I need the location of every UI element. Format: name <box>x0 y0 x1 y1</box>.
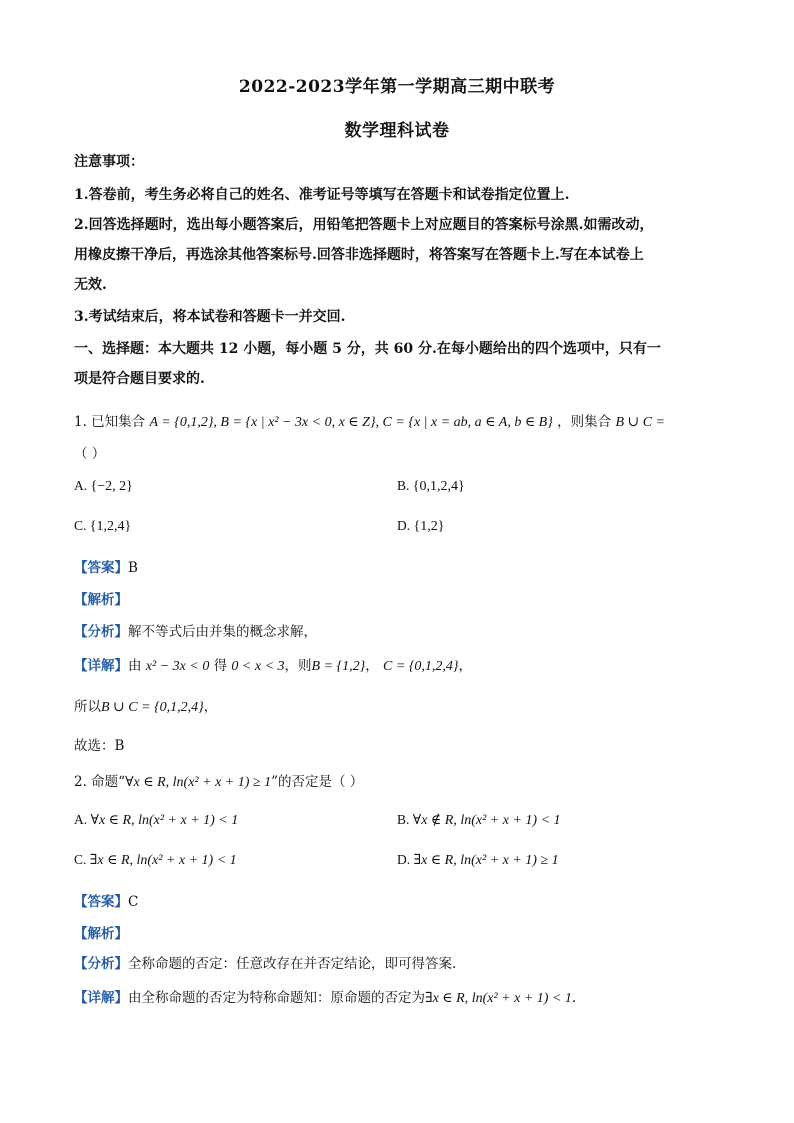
q1-detail-math-4: C = {0,1,2,4} <box>383 659 459 674</box>
q2-fenxi <box>74 952 456 972</box>
notice-item-2-line-1: 2.回答选择题时，选出每小题答案后，用铅笔把答题卡上对应题目的答案标号涂黑.如需改动， <box>74 217 654 233</box>
page-title: 2022-2023学年第一学期高三期中联考 <box>238 77 556 97</box>
q2-answer-tag: 【答案】 <box>74 894 128 910</box>
q1-fenxi-text: 解不等式后由并集的概念求解， <box>128 624 317 640</box>
q2-analysis-label: 【解析】 <box>74 926 128 942</box>
q1-so-end: ， <box>203 699 218 715</box>
q1-detail-text-5: ， <box>458 658 473 674</box>
q1-stem <box>74 410 665 431</box>
q1-so-math: B ∪ C = {0,1,2,4} <box>101 700 204 715</box>
q1-fenxi-tag: 【分析】 <box>74 624 128 640</box>
q1-option-b-label: B. <box>397 478 410 493</box>
q1-option-d-label: D. <box>397 518 411 533</box>
q1-option-a <box>74 478 133 495</box>
q2-detail-end: . <box>571 990 577 1006</box>
q1-detail-text-3: ，则 <box>284 658 312 674</box>
notice-item-2-line-2: 用橡皮擦干净后，再选涂其他答案标号.回答非选择题时，将答案写在答题卡上.写在本试卷上 <box>74 247 644 263</box>
q1-so-text: 所以 <box>74 699 101 715</box>
q1-analysis-label: 【解析】 <box>74 592 128 608</box>
q2-detail-tag: 【详解】 <box>74 990 128 1006</box>
q1-stem-prefix: 1. 已知集合 <box>74 414 146 430</box>
q2-option-a <box>74 812 238 829</box>
q1-detail-tag: 【详解】 <box>74 658 128 674</box>
q2-option-c-label: C. <box>74 852 87 867</box>
q2-stem-math: ∀x ∈ R, ln(x² + x + 1) ≥ 1 <box>125 775 272 790</box>
q2-detail <box>74 986 576 1007</box>
q1-stem-math: A = {0,1,2}, B = {x | x² − 3x < 0, x ∈ Z}, C = {x | x = ab, a ∈ A, b ∈ B} <box>149 415 553 430</box>
notice-item-1: 1.答卷前，考生务必将自己的姓名、准考证号等填写在答题卡和试卷指定位置上. <box>74 187 570 203</box>
q1-detail-math-3: B = {1,2} <box>311 659 366 674</box>
q1-detail <box>74 654 472 675</box>
q1-detail-text-2: 得 <box>213 658 228 674</box>
q2-option-c <box>74 852 237 869</box>
q2-option-c-text: ∃x ∈ R, ln(x² + x + 1) < 1 <box>89 853 237 868</box>
q2-stem-suffix: ”的否定是（ ） <box>271 774 364 790</box>
q2-option-b-label: B. <box>397 812 410 827</box>
q1-answer-value: B <box>128 560 138 576</box>
q2-option-d <box>397 852 559 869</box>
section-heading-line-1: 一、选择题：本大题共 12 小题，每小题 5 分，共 60 分.在每小题给出的四个选项中，只有一 <box>74 341 661 357</box>
q1-stem-suffix: ，则集合 <box>557 414 612 430</box>
q2-detail-text: 由全称命题的否定为特称命题知：原命题的否定为 <box>128 990 425 1006</box>
q1-choose: 故选：B <box>74 738 125 754</box>
q1-option-b <box>397 478 465 495</box>
q2-fenxi-text: 全称命题的否定：任意改存在并否定结论，即可得答案. <box>128 956 457 972</box>
q1-option-d <box>397 518 444 535</box>
q1-paren: （ ） <box>74 446 106 462</box>
q1-answer <box>74 556 138 576</box>
q2-stem-prefix: 2. 命题“ <box>74 774 126 790</box>
q2-option-b-text: ∀x ∉ R, ln(x² + x + 1) < 1 <box>412 813 561 828</box>
q1-detail-math-1: x² − 3x < 0 <box>145 659 210 674</box>
q2-answer <box>74 890 138 910</box>
q2-analysis-tag <box>74 922 128 942</box>
notice-item-2-line-3: 无效. <box>74 277 107 293</box>
q2-option-a-text: ∀x ∈ R, ln(x² + x + 1) < 1 <box>90 813 239 828</box>
q2-option-d-label: D. <box>397 852 411 867</box>
q1-answer-tag: 【答案】 <box>74 560 128 576</box>
q1-conclusion <box>74 695 217 716</box>
q1-option-d-text: {1,2} <box>413 519 445 534</box>
q1-analysis-tag <box>74 588 128 608</box>
q1-fenxi <box>74 620 317 640</box>
q1-option-c-text: {1,2,4} <box>89 519 132 534</box>
q2-option-d-text: ∃x ∈ R, ln(x² + x + 1) ≥ 1 <box>413 853 559 868</box>
q2-option-a-label: A. <box>74 812 88 827</box>
q1-detail-text-4: ， <box>365 658 379 674</box>
q1-option-c <box>74 518 131 535</box>
q1-detail-math-2: 0 < x < 3 <box>231 659 285 674</box>
q1-option-c-label: C. <box>74 518 87 533</box>
q1-detail-text-1: 由 <box>128 658 142 674</box>
notice-heading: 注意事项： <box>74 154 144 170</box>
notice-item-3: 3.考试结束后，将本试卷和答题卡一并交回. <box>74 309 346 325</box>
q1-stem-end: B ∪ C = <box>615 415 666 430</box>
page-subtitle: 数学理科试卷 <box>344 121 450 141</box>
q1-option-b-text: {0,1,2,4} <box>412 479 465 494</box>
q1-option-a-text: {−2, 2} <box>90 479 133 494</box>
q2-fenxi-tag: 【分析】 <box>74 956 128 972</box>
section-heading-line-2: 项是符合题目要求的. <box>74 371 205 387</box>
q2-detail-math: ∃x ∈ R, ln(x² + x + 1) < 1 <box>425 991 572 1006</box>
q2-option-b <box>397 812 561 829</box>
q1-option-a-label: A. <box>74 478 88 493</box>
q2-stem <box>74 770 363 791</box>
q2-answer-value: C <box>128 894 139 910</box>
